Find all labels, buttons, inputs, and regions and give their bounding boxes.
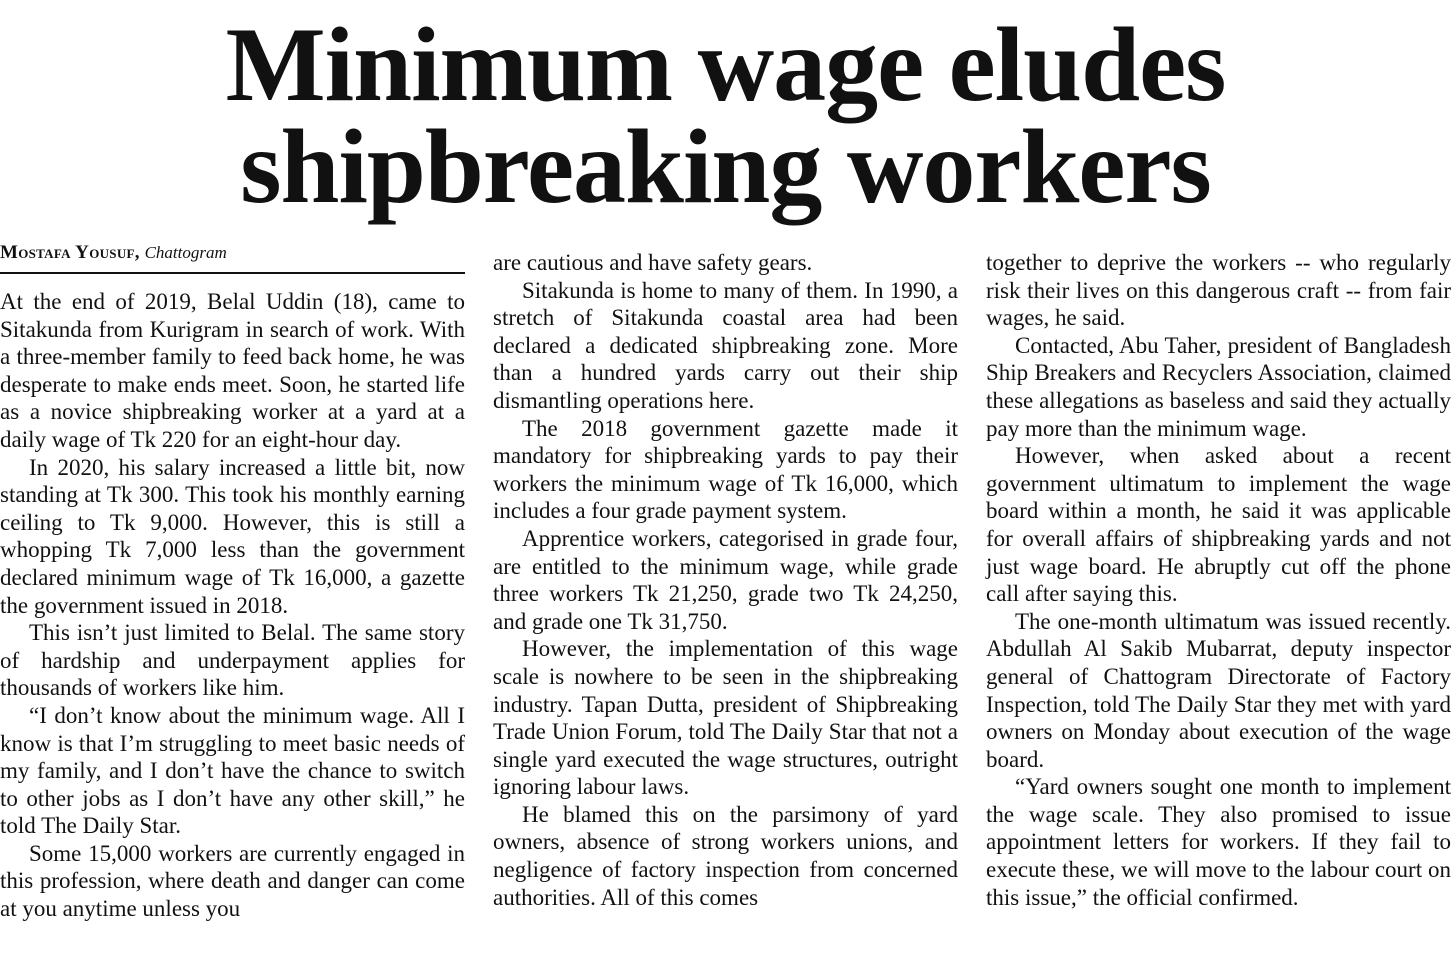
paragraph: “I don’t know about the minimum wage. All I know is that I’m struggling to meet basic needs of my family, and I don’t have the chance to switch to other jobs as I don’t have any other skill,” he told The Daily Star. — [0, 702, 465, 839]
paragraph: Some 15,000 workers are currently engaged in this profession, where death and danger can come at you anytime unless you — [0, 840, 465, 922]
paragraph: Sitakunda is home to many of them. In 1990, a stretch of Sitakunda coastal area had been declared a dedicated shipbreaking zone. More than a hundred yards carry out their ship dismantling operations here. — [493, 277, 958, 413]
byline-rule — [0, 272, 465, 274]
paragraph: He blamed this on the parsimony of yard owners, absence of strong workers unions, and negligence of factory inspection from concerned authorities. All of this comes — [493, 801, 958, 910]
paragraph: together to deprive the workers -- who regularly risk their lives on this dangerous craft -- from fair wages, he said. — [986, 250, 1451, 331]
dateline-location: Chattogram — [144, 243, 227, 262]
paragraph: This isn’t just limited to Belal. The same story of hardship and underpayment applies for thousands of workers like him. — [0, 620, 465, 701]
paragraph: “Yard owners sought one month to implement the wage scale. They also promised to issue appointment letters for workers. If they fail to execute these, we will move to the labour court on this issue,” the official confirmed. — [986, 774, 1451, 910]
article-column-1 — [0, 288, 465, 923]
paragraph: Apprentice workers, categorised in grade four, are entitled to the minimum wage, while grade three workers Tk 21,250, grade two Tk 24,250, and grade one Tk 31,750. — [493, 525, 958, 634]
author-name: Mostafa Yousuf, — [0, 242, 140, 263]
paragraph: The one-month ultimatum was issued recently. Abdullah Al Sakib Mubarrat, deputy inspector general of Chattogram Directorate of Factory Inspection, told The Daily Star they met with yard owners on Monday about execution of the wage board. — [986, 608, 1451, 772]
paragraph: At the end of 2019, Belal Uddin (18), came to Sitakunda from Kurigram in search of work. With a three-member family to feed back home, he was desperate to make ends meet. Soon, he started life as a novice shipbreaking worker at a yard at a daily wage of Tk 220 for an eight-hour day. — [0, 289, 465, 452]
headline-line-2: shipbreaking workers — [240, 108, 1211, 225]
article-column-2 — [493, 249, 958, 911]
paragraph: However, the implementation of this wage scale is nowhere to be seen in the shipbreaking industry. Tapan Dutta, president of Shipbreaking Trade Union Forum, told The Daily Star that not a single yard executed the wage structures, outright ignoring labour laws. — [493, 636, 958, 800]
paragraph: Contacted, Abu Taher, president of Bangladesh Ship Breakers and Recyclers Association, claimed these allegations as baseless and said they actually pay more than the minimum wage. — [986, 332, 1451, 441]
byline — [0, 240, 465, 266]
paragraph: are cautious and have safety gears. — [493, 250, 813, 275]
headline-line-1: Minimum wage eludes — [225, 6, 1226, 123]
headline — [0, 6, 1451, 225]
paragraph: In 2020, his salary increased a little bit, now standing at Tk 300. This took his monthly earning ceiling to Tk 9,000. However, this is still a whopping Tk 7,000 less than the government declared minimum wage of Tk 16,000, a gazette the government issued in 2018. — [0, 454, 465, 618]
paragraph: However, when asked about a recent government ultimatum to implement the wage board within a month, he said it was applicable for overall affairs of shipbreaking yards and not just wage board. He abruptly cut off the phone call after saying this. — [986, 443, 1451, 607]
paragraph: The 2018 government gazette made it mandatory for shipbreaking yards to pay their workers the minimum wage of Tk 16,000, which includes a four grade payment system. — [493, 415, 958, 524]
byline-block — [0, 240, 465, 282]
article-column-3 — [986, 249, 1451, 911]
